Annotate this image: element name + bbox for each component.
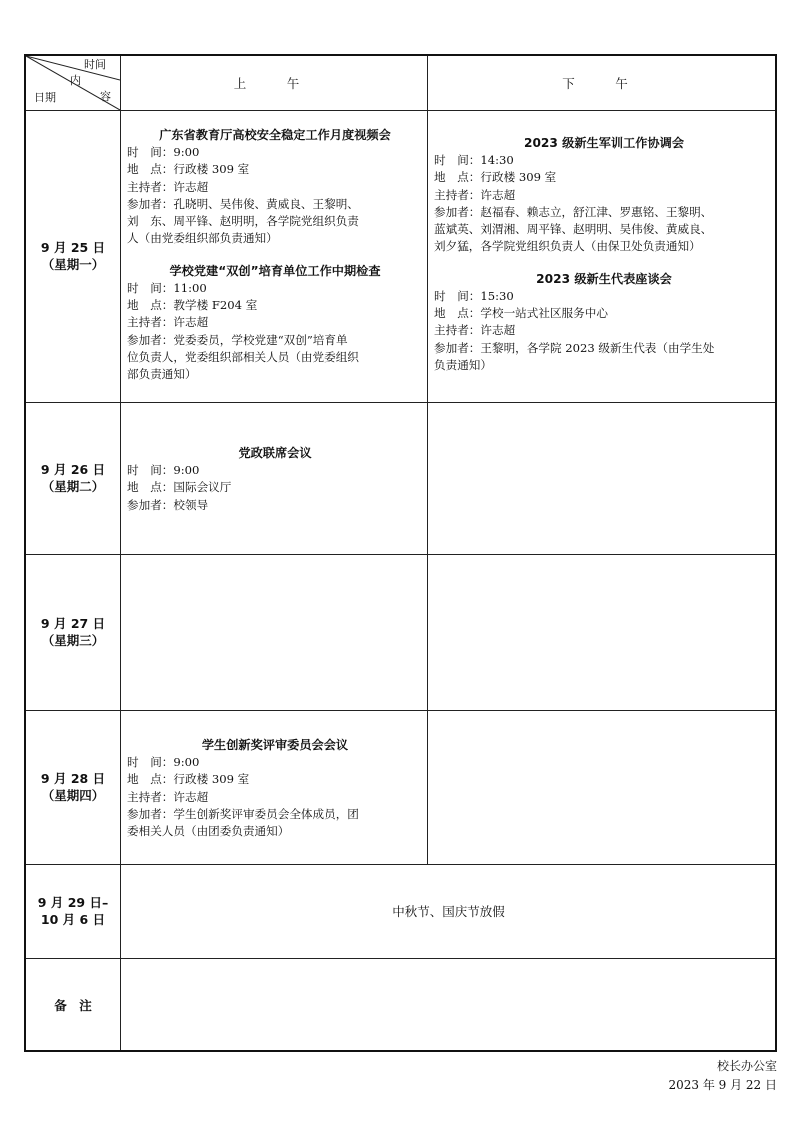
holiday-notice: 中秋节、国庆节放假: [392, 904, 505, 919]
event-time: 时 间：15:30: [434, 288, 514, 303]
date-label: 9 月 28 日: [40, 771, 106, 786]
date-cell: [26, 554, 120, 710]
event-title: 学生创新奖评审委员会会议: [201, 738, 349, 752]
weekday-label: （星期三）: [41, 633, 105, 648]
date-label: 9 月 29 日–: [37, 895, 109, 910]
event-title: 党政联席会议: [238, 446, 312, 460]
event-time: 时 间：9:00: [127, 463, 200, 477]
event-participants: 参加者：校领导: [127, 497, 209, 512]
event-participants: 参加者：赵福春、赖志立，舒江津、罗惠铭、王黎明、: [434, 204, 713, 219]
event-place: 地 点：行政楼 309 室: [127, 162, 250, 177]
event-time: 时 间：11:00: [127, 280, 207, 295]
event-title: 学校党建“双创”培育单位工作中期检查: [169, 263, 381, 278]
event-participants: 参加者：王黎明，各学院 2023 级新生代表（由学生处: [434, 340, 715, 355]
remarks-label: 备 注: [54, 997, 92, 1013]
header-morning: 上 午: [233, 76, 314, 91]
header-time-label: 时间: [84, 58, 106, 71]
event-place: 地 点：行政楼 309 室: [434, 170, 557, 185]
event-time: 时 间：9:00: [127, 755, 200, 769]
date-label: 9 月 27 日: [40, 616, 106, 631]
event-place: 地 点：国际会议厅: [127, 480, 232, 495]
date-label-end: 10 月 6 日: [40, 912, 106, 927]
event-title: 广东省教育厅高校安全稳定工作月度视频会: [159, 128, 391, 142]
date-label: 9 月 26 日: [40, 462, 106, 477]
column-divider: [427, 56, 428, 864]
weekday-label: （星期一）: [41, 257, 105, 272]
row-divider: [26, 710, 775, 711]
event-participants: 委相关人员（由团委负责通知）: [127, 824, 290, 839]
row-divider: [26, 554, 775, 555]
event-title: 2023 级新生代表座谈会: [536, 271, 672, 286]
event-time: 时 间：9:00: [127, 145, 200, 159]
date-cell: [26, 864, 120, 958]
event-host: 主持者：许志超: [127, 789, 209, 804]
header-afternoon: 下 午: [562, 76, 642, 91]
event-participants: 刘夕猛，各学院党组织负责人（由保卫处负责通知）: [434, 239, 701, 254]
event-place: 地 点：学校一站式社区服务中心: [434, 306, 608, 321]
event-participants: 部负责通知）: [127, 367, 197, 382]
event-participants: 刘 东、周平锋、赵明明，各学院党组织负责: [127, 214, 359, 229]
row-divider: [26, 864, 775, 865]
date-cell: [26, 110, 120, 402]
column-divider: [120, 56, 121, 1050]
morning-cell: [127, 444, 423, 514]
event-participants: 参加者：孔晓明、吴伟俊、黄威良、王黎明、: [127, 196, 359, 211]
event-participants: 参加者：学生创新奖评审委员会全体成员，团: [127, 806, 359, 821]
row-divider: [26, 402, 775, 403]
date-cell: [26, 402, 120, 554]
event-participants: 参加者：党委委员，学校党建“双创”培育单: [127, 332, 348, 347]
weekday-label: （星期四）: [41, 788, 105, 803]
event-participants: 人（由党委组织部负责通知）: [127, 231, 278, 246]
event-host: 主持者：许志超: [434, 187, 516, 202]
date-cell: [26, 710, 120, 864]
afternoon-cell: [434, 134, 774, 374]
event-title: 2023 级新生军训工作协调会: [523, 136, 685, 150]
event-participants: 负责通知）: [434, 357, 492, 372]
date-label: 9 月 25 日: [40, 240, 106, 255]
schedule-table: [24, 54, 777, 1052]
row-divider: [26, 958, 775, 959]
event-participants: 位负责人，党委组织部相关人员（由党委组织: [127, 349, 359, 364]
event-place: 地 点：教学楼 F204 室: [127, 298, 258, 313]
morning-cell: [127, 736, 423, 840]
header-date-label: 日期: [34, 91, 56, 104]
issuing-office: 校长办公室: [716, 1059, 777, 1073]
header-content-label-1: 内: [70, 74, 81, 87]
header-content-label-2: 容: [100, 90, 111, 103]
event-participants: 蓝斌英、刘渭湘、周平锋、赵明明、吴伟俊、黄威良、: [434, 222, 713, 237]
event-host: 主持者：许志超: [127, 179, 209, 194]
row-divider: [26, 110, 775, 111]
event-host: 主持者：许志超: [434, 323, 516, 338]
event-place: 地 点：行政楼 309 室: [127, 772, 250, 787]
issue-date: 2023 年 9 月 22 日: [668, 1078, 777, 1092]
morning-cell: [127, 126, 423, 384]
event-time: 时 间：14:30: [434, 153, 514, 167]
weekday-label: （星期二）: [41, 479, 105, 494]
event-host: 主持者：许志超: [127, 315, 209, 330]
